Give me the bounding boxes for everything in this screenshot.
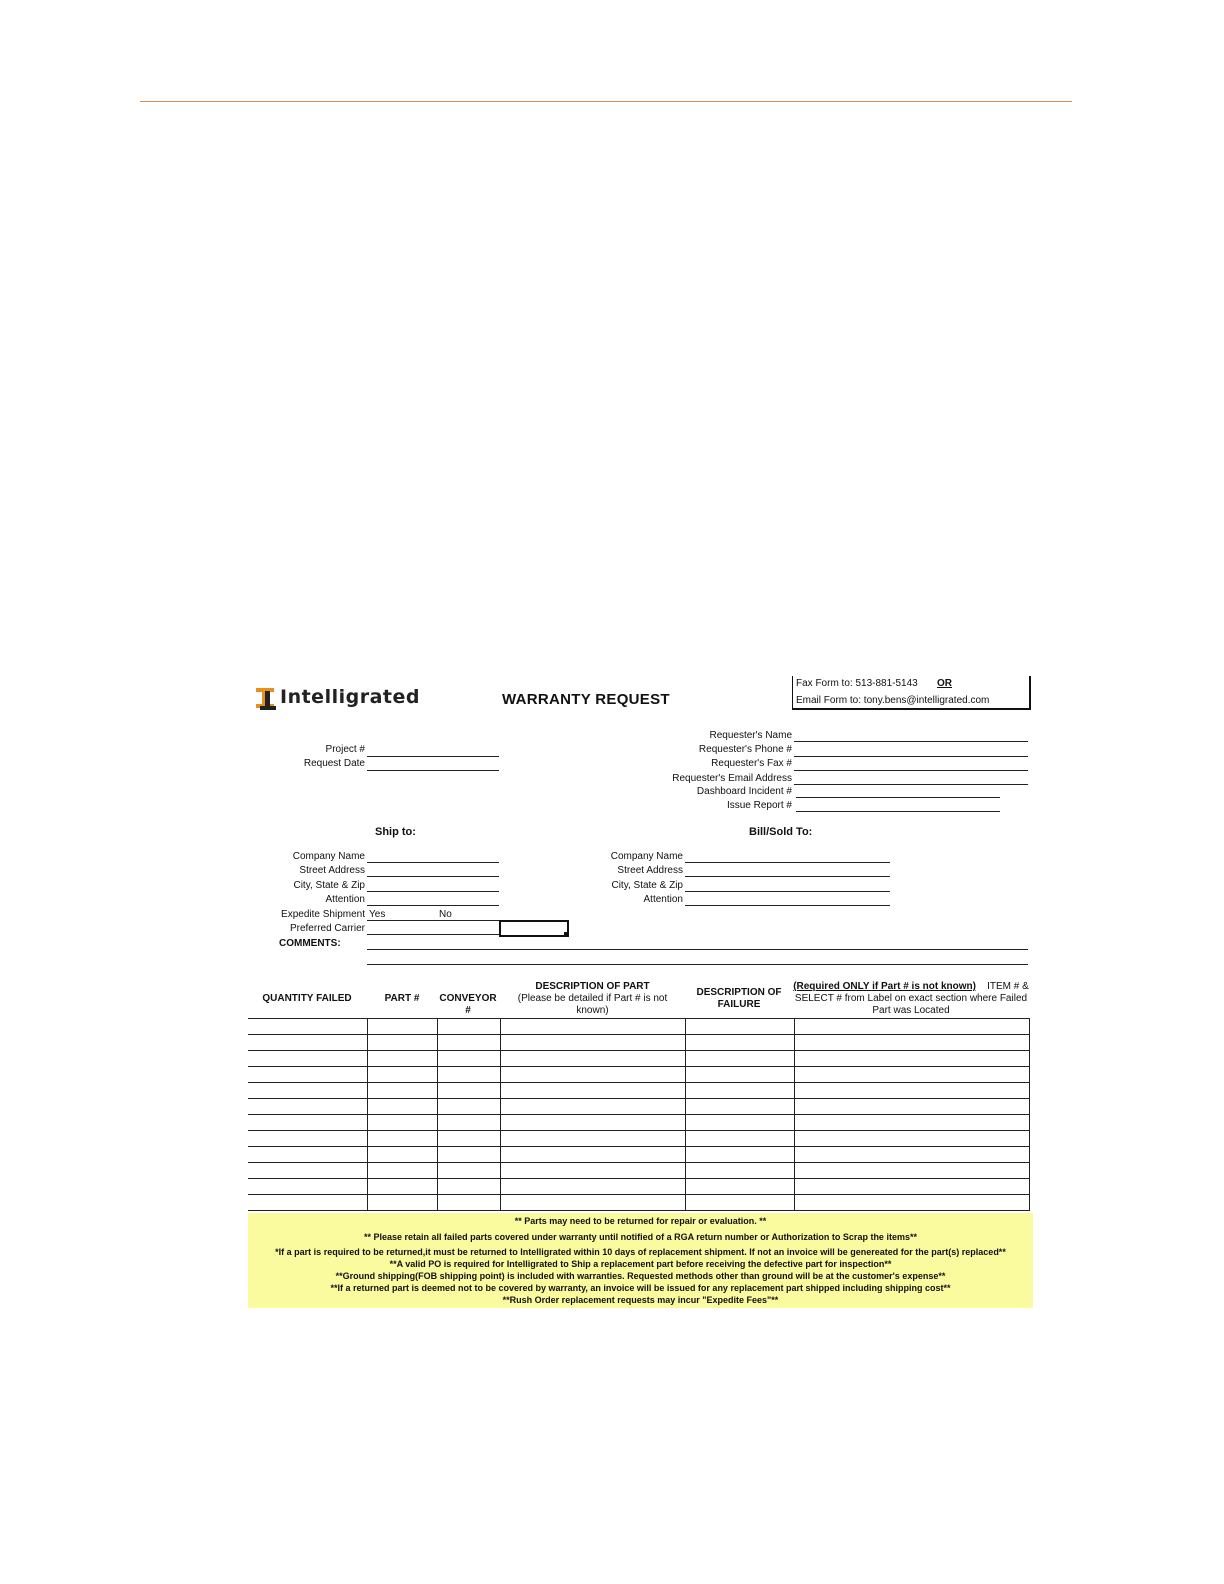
carrier-label: Preferred Carrier	[289, 923, 365, 934]
table-cell[interactable]	[500, 1019, 685, 1035]
table-cell[interactable]	[437, 1115, 500, 1131]
table-cell[interactable]	[437, 1083, 500, 1099]
bill-city-label: City, State & Zip	[611, 880, 683, 891]
table-cell[interactable]	[367, 1035, 437, 1051]
expedite-yes[interactable]: Yes	[369, 909, 386, 920]
table-cell[interactable]	[367, 1019, 437, 1035]
requester-email-field[interactable]	[794, 784, 1028, 785]
col-header-failure: DESCRIPTION OF FAILURE	[696, 987, 782, 1010]
ship-attention-field[interactable]	[367, 905, 499, 906]
table-cell[interactable]	[248, 1179, 367, 1195]
table-cell[interactable]	[794, 1179, 1029, 1195]
table-row	[248, 1083, 1029, 1099]
header-rule	[140, 101, 1072, 102]
table-cell[interactable]	[248, 1083, 367, 1099]
table-row	[248, 1147, 1029, 1163]
table-cell[interactable]	[248, 1099, 367, 1115]
table-cell[interactable]	[794, 1019, 1029, 1035]
col-header-conveyor: CONVEYOR #	[439, 993, 497, 1016]
table-cell[interactable]	[685, 1051, 794, 1067]
table-cell[interactable]	[685, 1035, 794, 1051]
table-cell[interactable]	[367, 1195, 437, 1211]
table-cell[interactable]	[685, 1083, 794, 1099]
table-cell[interactable]	[367, 1147, 437, 1163]
form-title: WARRANTY REQUEST	[502, 691, 670, 708]
project-label: Project #	[325, 744, 365, 755]
table-cell[interactable]	[437, 1051, 500, 1067]
bill-attention-label: Attention	[643, 894, 683, 905]
table-cell[interactable]	[248, 1195, 367, 1211]
table-cell[interactable]	[500, 1083, 685, 1099]
table-cell[interactable]	[794, 1163, 1029, 1179]
table-cell[interactable]	[794, 1035, 1029, 1051]
table-cell[interactable]	[367, 1067, 437, 1083]
table-cell[interactable]	[437, 1099, 500, 1115]
table-cell[interactable]	[367, 1083, 437, 1099]
table-cell[interactable]	[685, 1019, 794, 1035]
table-cell[interactable]	[500, 1115, 685, 1131]
selected-cell[interactable]	[499, 920, 569, 937]
fax-number: Fax Form to: 513-881-5143	[796, 678, 918, 689]
email-address[interactable]: Email Form to: tony.bens@intelligrated.com	[796, 695, 990, 706]
ship-to-heading: Ship to:	[375, 826, 416, 838]
table-cell[interactable]	[367, 1179, 437, 1195]
note-4: **A valid PO is required for Intelligrated to Ship a replacement part before receiving the defective part for inspection**	[389, 1259, 892, 1269]
table-cell[interactable]	[685, 1115, 794, 1131]
fax-email-box	[792, 676, 1031, 710]
table-cell[interactable]	[367, 1163, 437, 1179]
issue-report-label: Issue Report #	[726, 800, 792, 811]
carrier-field[interactable]	[367, 934, 499, 935]
table-cell[interactable]	[685, 1195, 794, 1211]
table-cell[interactable]	[437, 1035, 500, 1051]
table-cell[interactable]	[685, 1147, 794, 1163]
table-cell[interactable]	[500, 1131, 685, 1147]
request-date-field[interactable]	[367, 770, 499, 771]
project-field[interactable]	[367, 756, 499, 757]
bill-company-label: Company Name	[610, 851, 683, 862]
requester-email-label: Requester's Email Address	[672, 773, 792, 784]
selection-handle[interactable]	[564, 932, 568, 936]
table-cell[interactable]	[794, 1051, 1029, 1067]
bill-company-field[interactable]	[685, 862, 890, 863]
table-row	[248, 1131, 1029, 1147]
table-cell[interactable]	[685, 1163, 794, 1179]
table-cell[interactable]	[437, 1131, 500, 1147]
note-3: *If a part is required to be returned,it must be returned to Intelligrated within 10 days of replacement shipment. If not an invoice will be genereated for the part(s) replaced**	[275, 1247, 1006, 1257]
table-cell[interactable]	[437, 1163, 500, 1179]
ship-city-field[interactable]	[367, 891, 499, 892]
table-cell[interactable]	[500, 1179, 685, 1195]
table-cell[interactable]	[367, 1099, 437, 1115]
parts-table	[248, 1018, 1030, 1211]
table-cell[interactable]	[794, 1067, 1029, 1083]
bill-street-field[interactable]	[685, 876, 890, 877]
table-row	[248, 1115, 1029, 1131]
table-cell[interactable]	[248, 1115, 367, 1131]
fax-or: OR	[937, 678, 952, 689]
table-cell[interactable]	[248, 1035, 367, 1051]
table-cell[interactable]	[248, 1147, 367, 1163]
table-cell[interactable]	[437, 1067, 500, 1083]
table-cell[interactable]	[248, 1051, 367, 1067]
comments-line-2[interactable]	[367, 964, 1028, 965]
table-cell[interactable]	[794, 1147, 1029, 1163]
expedite-label: Expedite Shipment	[281, 909, 365, 920]
table-cell[interactable]	[248, 1163, 367, 1179]
request-date-label: Request Date	[303, 758, 365, 769]
col-header-item: (Required ONLY if Part # is not known) ITEM # & SELECT # from Label on exact section where Failed Part was Located	[793, 981, 1029, 1016]
table-row	[248, 1163, 1029, 1179]
notes-panel	[248, 1213, 1033, 1308]
table-cell[interactable]	[367, 1115, 437, 1131]
table-row	[248, 1195, 1029, 1211]
table-cell[interactable]	[500, 1147, 685, 1163]
table-cell[interactable]	[367, 1051, 437, 1067]
table-cell[interactable]	[437, 1019, 500, 1035]
note-1: ** Parts may need to be returned for repair or evaluation. **	[514, 1216, 767, 1226]
table-cell[interactable]	[794, 1083, 1029, 1099]
requester-phone-label: Requester's Phone #	[698, 744, 792, 755]
table-cell[interactable]	[367, 1131, 437, 1147]
table-row	[248, 1051, 1029, 1067]
col-header-description: DESCRIPTION OF PART (Please be detailed if Part # is not known)	[517, 981, 668, 1016]
intelligrated-logo	[254, 686, 444, 712]
table-cell[interactable]	[437, 1147, 500, 1163]
table-cell[interactable]	[794, 1099, 1029, 1115]
requester-name-field[interactable]	[794, 741, 1028, 742]
col-header-part: PART #	[384, 993, 420, 1004]
requester-name-label: Requester's Name	[709, 730, 792, 741]
table-cell[interactable]	[500, 1195, 685, 1211]
table-cell[interactable]	[500, 1067, 685, 1083]
requester-phone-field[interactable]	[794, 756, 1028, 757]
table-cell[interactable]	[794, 1131, 1029, 1147]
comments-line-1[interactable]	[367, 949, 1028, 950]
table-cell[interactable]	[685, 1067, 794, 1083]
note-6: **If a returned part is deemed not to be covered by warranty, an invoice will be issued for any replacement part shipped including shipping cost**	[330, 1283, 951, 1293]
dashboard-incident-label: Dashboard Incident #	[696, 786, 792, 797]
comments-label: COMMENTS:	[279, 938, 341, 949]
bill-to-heading: Bill/Sold To:	[749, 826, 813, 838]
table-cell[interactable]	[500, 1099, 685, 1115]
table-row	[248, 1099, 1029, 1115]
table-cell[interactable]	[437, 1179, 500, 1195]
table-cell[interactable]	[500, 1051, 685, 1067]
bill-street-label: Street Address	[617, 865, 683, 876]
ship-company-field[interactable]	[367, 862, 499, 863]
table-row	[248, 1179, 1029, 1195]
dashboard-incident-field[interactable]	[796, 797, 1000, 798]
table-row	[248, 1019, 1029, 1035]
ship-street-label: Street Address	[299, 865, 365, 876]
note-5: **Ground shipping(FOB shipping point) is included with warranties. Requested methods other than ground will be at the customer's expense**	[335, 1271, 946, 1281]
requester-fax-label: Requester's Fax #	[711, 758, 792, 769]
table-cell[interactable]	[685, 1131, 794, 1147]
note-2: ** Please retain all failed parts covered under warranty until notified of a RGA return number or Authorization to Scrap the items**	[364, 1232, 917, 1242]
table-cell[interactable]	[248, 1019, 367, 1035]
logo-wordmark: Intelligrated	[280, 686, 420, 708]
table-cell[interactable]	[500, 1035, 685, 1051]
note-7: **Rush Order replacement requests may incur "Expedite Fees"**	[502, 1295, 779, 1305]
expedite-no[interactable]: No	[439, 909, 452, 920]
table-cell[interactable]	[248, 1067, 367, 1083]
issue-report-field[interactable]	[796, 811, 1000, 812]
table-cell[interactable]	[685, 1099, 794, 1115]
col-header-quantity: QUANTITY FAILED	[262, 993, 352, 1004]
table-cell[interactable]	[437, 1195, 500, 1211]
ship-street-field[interactable]	[367, 876, 499, 877]
bill-attention-field[interactable]	[685, 905, 890, 906]
table-cell[interactable]	[794, 1195, 1029, 1211]
ship-city-label: City, State & Zip	[293, 880, 365, 891]
table-cell[interactable]	[794, 1115, 1029, 1131]
expedite-field[interactable]	[367, 920, 499, 921]
requester-fax-field[interactable]	[794, 770, 1028, 771]
ship-company-label: Company Name	[292, 851, 365, 862]
table-row	[248, 1067, 1029, 1083]
bill-city-field[interactable]	[685, 891, 890, 892]
table-row	[248, 1035, 1029, 1051]
table-cell[interactable]	[500, 1163, 685, 1179]
table-cell[interactable]	[248, 1131, 367, 1147]
table-cell[interactable]	[685, 1179, 794, 1195]
ship-attention-label: Attention	[325, 894, 365, 905]
